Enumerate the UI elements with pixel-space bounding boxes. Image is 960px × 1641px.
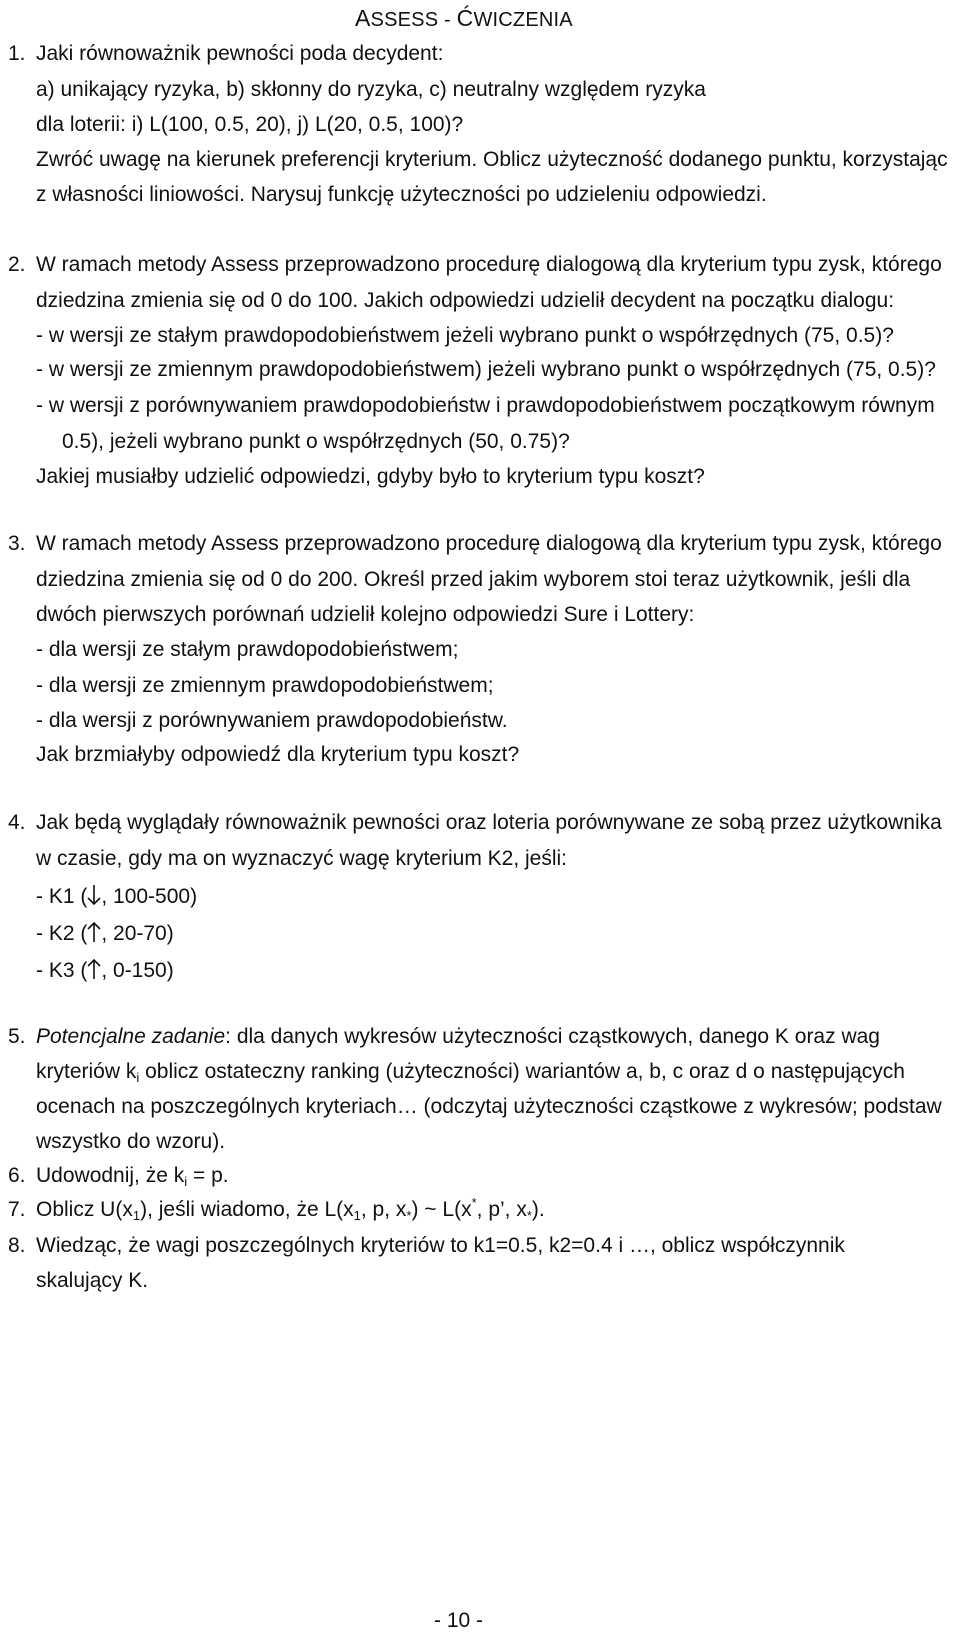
question-8-number: 8. [8,1234,26,1257]
question-2-line: dziedzina zmienia się od 0 do 100. Jakich odpowiedzi udzielił decydent na początku dialogu: [36,289,895,312]
page-title: ASSESS - ĆWICZENIA [355,5,573,31]
question-2-line: W ramach metody Assess przeprowadzono procedurę dialogową dla kryterium typu zysk, którego [36,253,942,276]
criterion-k2-range: , 20-70) [101,922,174,945]
question-3-line: Jak brzmiałyby odpowiedź dla kryterium typu koszt? [36,743,520,766]
arrow-down-icon [87,884,101,906]
question-4-line: Jak będą wyglądały równoważnik pewności oraz loteria porównywane ze sobą przez użytkownika [36,811,942,834]
question-5-text: : dla danych wykresów użyteczności cząstkowych, danego K oraz wag [225,1025,880,1048]
question-7-number: 7. [8,1198,26,1221]
criterion-k1-label: - K1 ( [36,885,88,908]
question-4-line: w czasie, gdy ma on wyznaczyć wagę kryterium K2, jeśli: [36,847,568,870]
question-3-line: - dla wersji ze zmiennym prawdopodobieństwem; [36,674,494,697]
criterion-k1 [36,884,197,907]
criterion-k3 [36,958,174,981]
question-1-line: dla loterii: i) L(100, 0.5, 20), j) L(20, 0.5, 100)? [36,113,464,136]
question-8-line: Wiedząc, że wagi poszczególnych kryteriów to k1=0.5, k2=0.4 i …, oblicz współczynnik [36,1234,845,1257]
question-5-italic: Potencjalne zadanie [36,1025,226,1048]
question-4-number: 4. [8,811,26,834]
question-3-line: W ramach metody Assess przeprowadzono procedurę dialogową dla kryterium typu zysk, którego [36,532,942,555]
question-3-line: - dla wersji ze stałym prawdopodobieństwem; [36,638,459,661]
question-2-number: 2. [8,253,26,276]
question-1-number: 1. [8,42,26,65]
criterion-k1-range: , 100-500) [101,885,198,908]
question-5-line [36,1026,944,1047]
question-8-line: skalujący K. [36,1269,149,1292]
question-2-line: - w wersji ze zmiennym prawdopodobieństwem) jeżeli wybrano punkt o współrzędnych (75, 0.5)? [36,358,936,381]
question-5-number: 5. [8,1025,26,1048]
question-2-line: - w wersji ze stałym prawdopodobieństwem jeżeli wybrano punkt o współrzędnych (75, 0.5)? [36,324,894,347]
question-5-line: kryteriów $k_i$ oblicz ostateczny ranking (użyteczności) wariantów a, b, c oraz d o następujących [36,1060,905,1085]
question-3-line: - dla wersji z porównywaniem prawdopodobieństw. [36,709,508,732]
question-2-line: 0.5), jeżeli wybrano punkt o współrzędnych (50, 0.75)? [62,430,570,453]
criterion-k3-range: , 0-150) [101,959,174,982]
criterion-k3-label: - K3 ( [36,959,88,982]
criterion-k2-label: - K2 ( [36,922,88,945]
question-1-line: Zwróć uwagę na kierunek preferencji kryterium. Oblicz użyteczność dodanego punktu, korzystając [36,148,948,171]
question-1-line: a) unikający ryzyka, b) skłonny do ryzyka, c) neutralny względem ryzyka [36,78,706,101]
question-2-line: Jakiej musiałby udzielić odpowiedzi, gdyby było to kryterium typu koszt? [36,465,705,488]
criterion-k2 [36,921,174,944]
question-7-line: Oblicz $U(x_1)$, jeśli wiadomo, że $L(x_1$, p, $x_*$) ~ L(x*, p’, $x_*$). [36,1195,545,1223]
question-6-number: 6. [8,1164,26,1187]
arrow-up-icon [87,921,101,943]
page-number: - 10 - [434,1609,484,1632]
arrow-up-icon [87,958,101,980]
question-3-number: 3. [8,532,26,555]
question-2-line: - w wersji z porównywaniem prawdopodobieństw i prawdopodobieństwem początkowym równym [36,394,935,417]
question-6-line: Udowodnij, że $k_i = p$. [36,1164,229,1189]
question-5-line: wszystko do wzoru). [36,1130,226,1153]
question-3-line: dziedzina zmienia się od 0 do 200. Określ przed jakim wyborem stoi teraz użytkownik, jeśli dla [36,568,911,591]
question-1-line: Jaki równoważnik pewności poda decydent: [36,42,444,65]
question-1-line: z własności liniowości. Narysuj funkcję użyteczności po udzieleniu odpowiedzi. [36,183,767,206]
question-3-line: dwóch pierwszych porównań udzielił kolejno odpowiedzi Sure i Lottery: [36,603,695,626]
question-5-line: ocenach na poszczególnych kryteriach… (odczytaj użyteczności cząstkowe z wykresów; podstaw [36,1095,942,1118]
